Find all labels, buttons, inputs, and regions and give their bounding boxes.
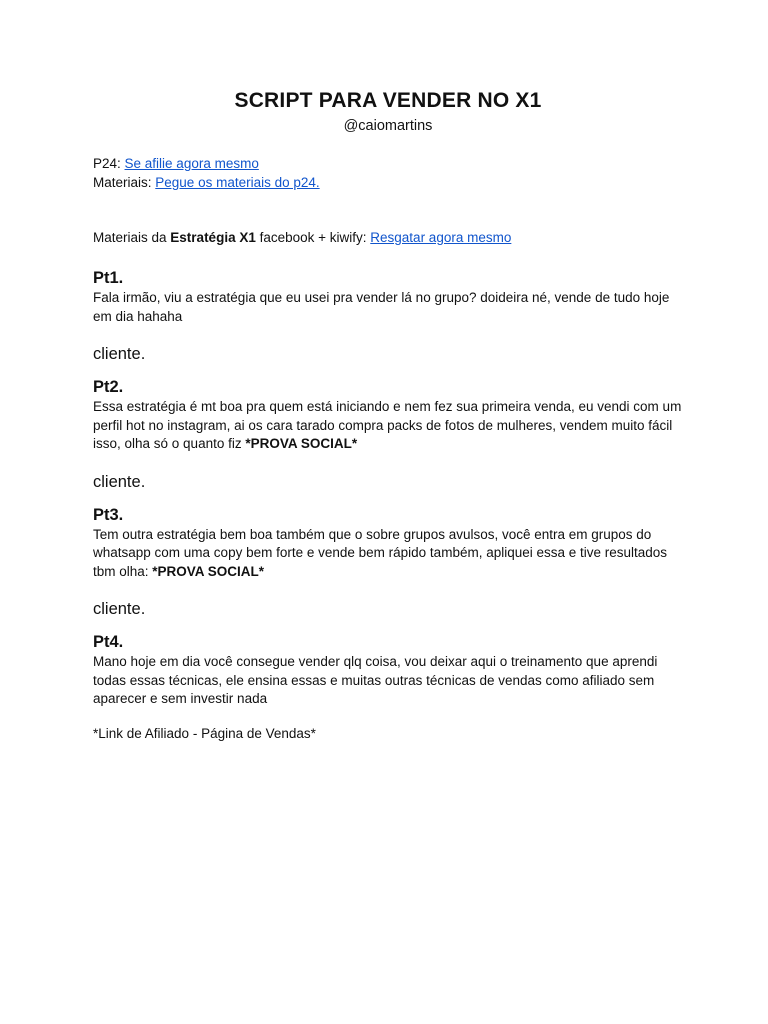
section-heading: Pt2. [93,378,124,396]
section-heading: Pt3. [93,505,124,524]
section-text: Tem outra estratégia bem boa também que o sobre grupos avulsos, você entra em grupos do whatsapp com uma copy bem forte e vende bem rápido também, apliquei essa e tive resultados tbm olha: [93,526,668,579]
section-text: Essa estratégia é mt boa pra quem está iniciando e nem fez sua primeira venda, eu vendi com um perfil hot no instagram, ai os cara tarado compra packs de fotos de mulheres, vendem muito fácil isso, olha só o quanto fiz [93,399,682,451]
client-reply-placeholder: cliente. [93,600,146,618]
section-body [93,289,683,326]
section-pt1 [93,267,683,365]
section-text: Fala irmão, viu a estratégia que eu usei pra vender lá no grupo? doideira né, vende de tudo hoje em dia hahaha [93,290,670,324]
section-bold-text: *PROVA SOCIAL* [245,436,358,451]
strategy-materials-link[interactable]: Resgatar agora mesmo [370,230,512,245]
materials-line [93,173,683,192]
client-reply-placeholder: cliente. [93,472,146,491]
strategy-materials-line [93,228,683,247]
client-reply-placeholder: cliente. [93,345,146,363]
strategy-name: Estratégia X1 [170,230,256,245]
p24-label: P24: [93,156,125,171]
materials-label: Materiais: [93,175,156,190]
affiliate-link-note: *Link de Afiliado - Página de Vendas* [93,725,316,741]
document-content [93,88,683,743]
materials-p24-link[interactable]: Pegue os materiais do p24. [155,175,320,190]
author-handle: @caiomartins [343,118,433,134]
section-heading: Pt4. [93,633,124,651]
p24-affiliate-link[interactable]: Se afilie agora mesmo [124,156,259,171]
section-heading: Pt1. [93,269,124,287]
document-title: SCRIPT PARA VENDER NO X1 [234,89,542,112]
section-pt3 [93,504,683,621]
strategy-middle: facebook + kiwify: [255,230,371,245]
section-pt2 [93,376,683,493]
section-body [93,526,683,582]
links-block [93,154,683,192]
section-body [93,653,683,709]
section-text: Mano hoje em dia você consegue vender qlq coisa, vou deixar aqui o treinamento que aprendi todas essas técnicas, ele ensina essas e muitas outras técnicas de vendas como afiliado sem aparecer e sem investir nada [93,654,658,706]
section-body [93,398,683,454]
section-pt4 [93,631,683,709]
p24-line [93,154,683,173]
strategy-prefix: Materiais da [93,230,171,245]
section-bold-text: *PROVA SOCIAL* [152,563,265,579]
